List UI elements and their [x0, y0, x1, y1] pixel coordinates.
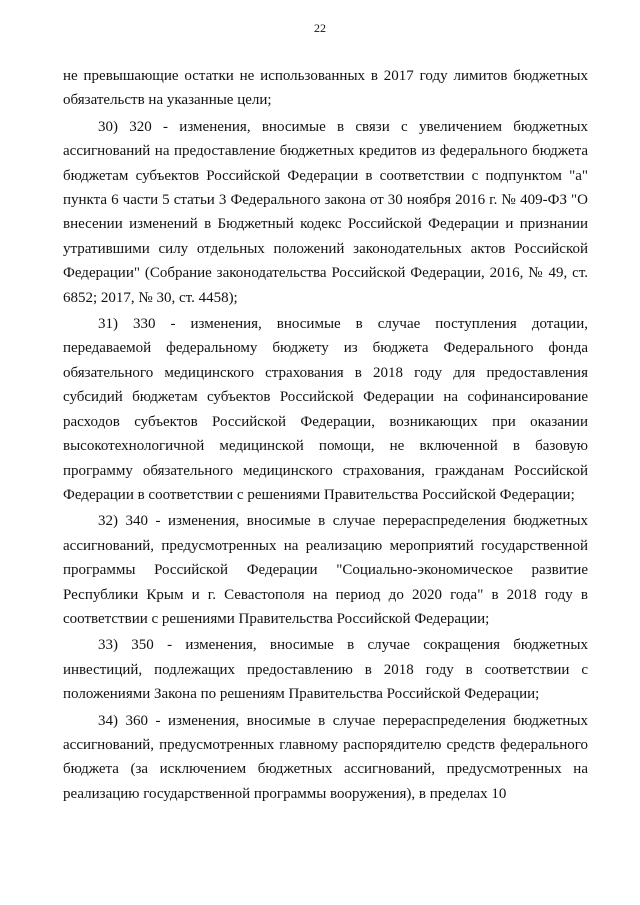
- paragraph-item-33: 33) 350 - изменения, вносимые в случае сокращения бюджетных инвестиций, подлежащих предоставлению в 2018 году в соответствии с положениями Закона по решениям Правительства Российской Федерации;: [63, 637, 588, 703]
- paragraph-item-34: 34) 360 - изменения, вносимые в случае перераспределения бюджетных ассигнований, предусмотренных главному распорядителю средств федерального бюджета (за исключением бюджетных ассигнований, предусмотренных на реализацию государственной программы вооружения), в пределах 10: [63, 712, 588, 802]
- paragraph-item-30: 30) 320 - изменения, вносимые в связи с увеличением бюджетных ассигнований на предоставление бюджетных кредитов из федерального бюджета бюджетам субъектов Российской Федерации в соответствии с подпунктом "а" пункта 6 части 5 статьи 3 Федерального закона от 30 ноября 2016 г. № 409-ФЗ "О внесении изменений в Бюджетный кодекс Российской Федерации и признании утратившими силу отдельных положений законодательных актов Российской Федерации" (Собрание законодательства Российской Федерации, 2016, № 49, ст. 6852; 2017, № 30, ст. 4458);: [63, 118, 588, 306]
- paragraph-item-32: 32) 340 - изменения, вносимые в случае перераспределения бюджетных ассигнований, предусмотренных на реализацию мероприятий государственной программы Российской Федерации "Социально-экономическое развитие Республики Крым и г. Севастополя на период до 2020 года" в 2018 году в соответствии с решениями Правительства Российской Федерации;: [63, 513, 588, 627]
- page-number: 22: [314, 21, 326, 35]
- paragraph-continuation: не превышающие остатки не использованных в 2017 году лимитов бюджетных обязательств на указанные цели;: [63, 68, 588, 109]
- document-body: [63, 64, 588, 808]
- paragraph-item-31: 31) 330 - изменения, вносимые в случае поступления дотации, передаваемой федеральному бюджету из бюджета Федерального фонда обязательного медицинского страхования в 2018 году для предоставления субсидий бюджетам субъектов Российской Федерации на софинансирование расходов субъектов Российской Федерации, возникающих при оказании высокотехнологичной медицинской помощи, не включенной в базовую программу обязательного медицинского страхования, гражданам Российской Федерации в соответствии с решениями Правительства Российской Федерации;: [63, 316, 588, 503]
